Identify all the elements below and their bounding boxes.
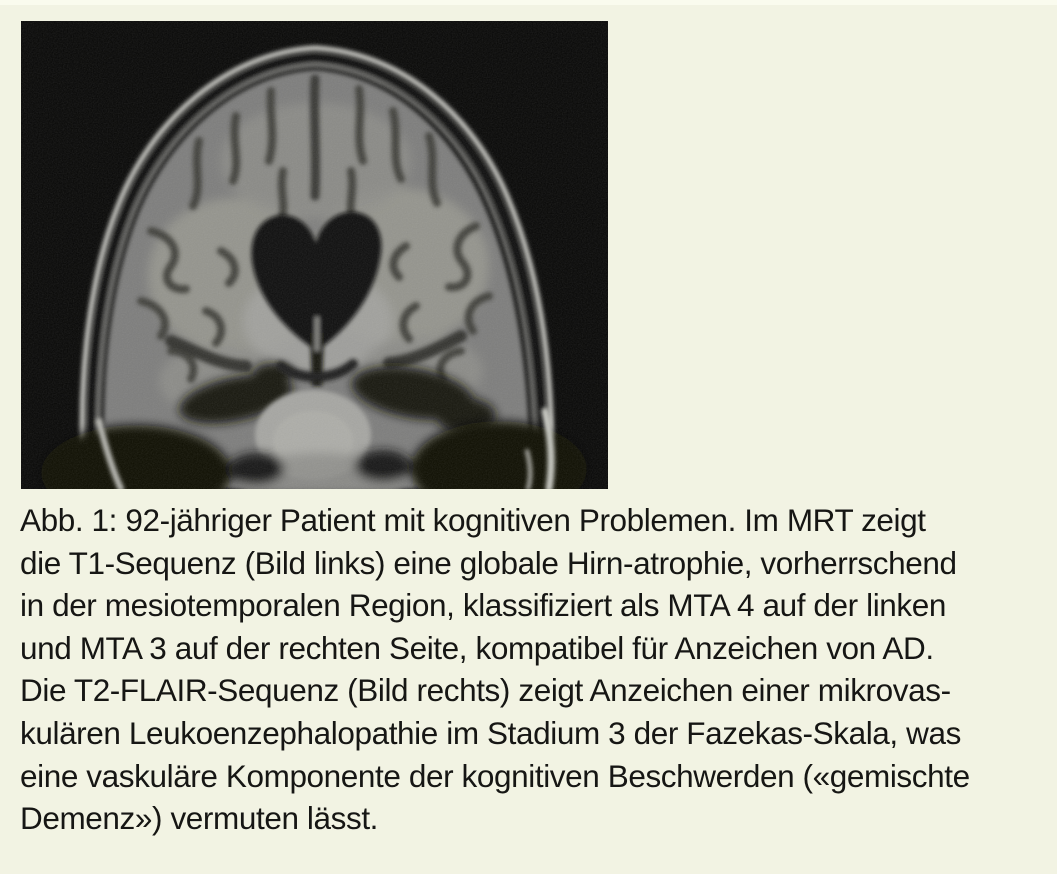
caption-line: Die T2-FLAIR-Sequenz (Bild rechts) zeigt Anzeichen einer mikrovas-: [20, 672, 951, 709]
caption-line: Demenz») vermuten lässt.: [20, 800, 379, 837]
page-top-highlight: [0, 0, 1057, 5]
figure-caption: [20, 499, 1040, 840]
caption-line: Abb. 1: 92-jähriger Patient mit kognitiven Problemen. Im MRT zeigt: [20, 502, 926, 538]
caption-line: die T1-Sequenz (Bild links) eine globale Hirn-atrophie, vorherrschend: [20, 544, 957, 581]
caption-line: in der mesiotemporalen Region, klassifiziert als MTA 4 auf der linken: [20, 587, 946, 624]
caption-line: eine vaskuläre Komponente der kognitiven Beschwerden («gemischte: [20, 757, 970, 794]
mri-t1-coronal-scan: [21, 21, 608, 489]
caption-line: und MTA 3 auf der rechten Seite, kompatibel für Anzeichen von AD.: [20, 629, 934, 666]
mri-brain-image: [21, 21, 608, 489]
caption-line: kulären Leukoenzephalopathie im Stadium 3 der Fazekas-Skala, was: [20, 714, 961, 751]
